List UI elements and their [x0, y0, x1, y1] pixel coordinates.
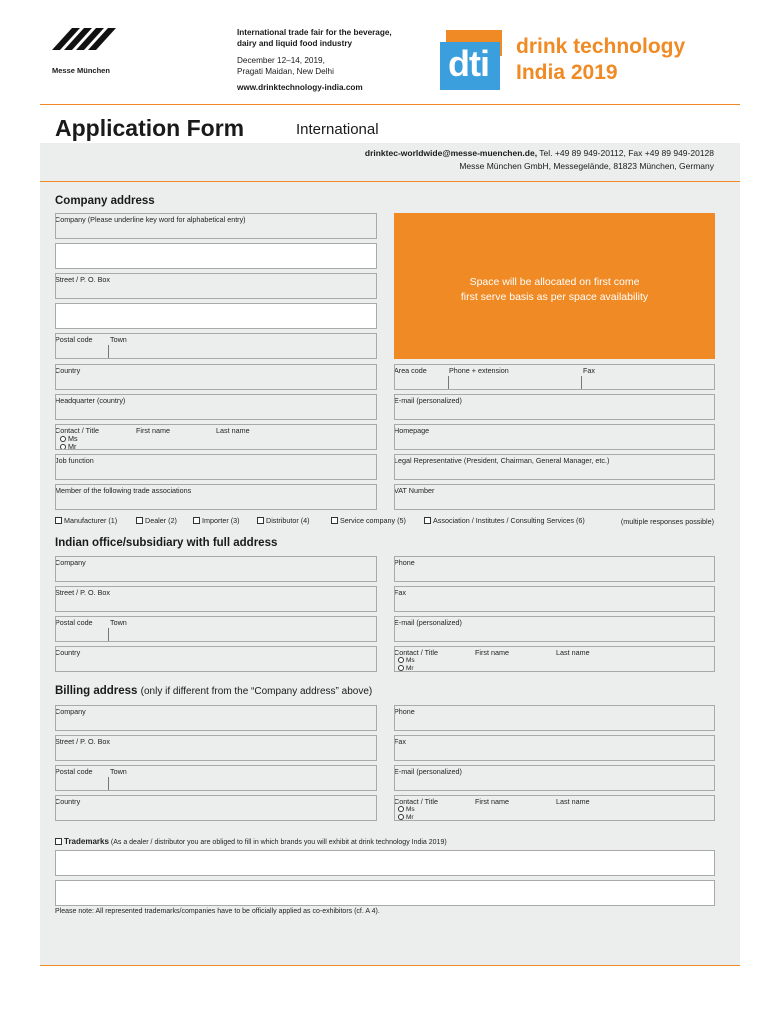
manufacturer-checkbox[interactable]: [55, 517, 62, 524]
trademarks-row[interactable]: [55, 837, 447, 847]
form-title: Application Form: [55, 115, 245, 141]
billing-company-field[interactable]: [55, 705, 377, 731]
space-notice-line2: first serve basis as per space availability: [460, 291, 649, 303]
billing-contact-label: Contact / Title: [394, 797, 438, 806]
area-code-label: Area code: [394, 366, 427, 375]
indian-fax-field[interactable]: [394, 586, 715, 612]
contact-email[interactable]: drinktec-worldwide@messe-muenchen.de,: [364, 148, 538, 158]
organizer-address: Messe München GmbH, Messegelände, 81823 München, Germany: [459, 161, 714, 171]
ms-label: Ms: [68, 434, 78, 443]
indian-postal-town-field[interactable]: [55, 616, 377, 642]
job-function-field[interactable]: [55, 454, 377, 480]
indian-country-field[interactable]: [55, 646, 377, 672]
billing-country-field[interactable]: [55, 795, 377, 821]
billing-street-field[interactable]: [55, 735, 377, 761]
indian-mr-label: Mr: [406, 665, 414, 672]
billing-ms-label: Ms: [406, 806, 415, 813]
trade-association-field[interactable]: [55, 484, 377, 510]
multiple-responses-note: (multiple responses possible): [620, 517, 714, 526]
billing-email-label: E-mail (personalized): [394, 767, 462, 776]
importer-label: Importer (3): [202, 516, 240, 525]
trademarks-label: Trademarks: [64, 837, 109, 846]
billing-company-label: Company: [55, 707, 86, 716]
billing-phone-field[interactable]: [394, 705, 715, 731]
country-label: Country: [55, 366, 81, 375]
indian-company-field[interactable]: [55, 556, 377, 582]
manufacturer-label: Manufacturer (1): [64, 516, 118, 525]
trademarks-note: (As a dealer / distributor you are obliged to fill in which brands you will exhibit at drink technology India 2019): [110, 839, 447, 846]
contact-title-label: Contact / Title: [55, 426, 99, 435]
company-name-field-2[interactable]: [55, 243, 377, 269]
street-field-2[interactable]: [55, 303, 377, 329]
dealer-label: Dealer (2): [145, 516, 177, 525]
trademarks-checkbox[interactable]: [55, 838, 62, 845]
indian-street-field[interactable]: [55, 586, 377, 612]
association-checkbox[interactable]: [424, 517, 431, 524]
billing-town-label: Town: [110, 767, 127, 776]
distributor-label: Distributor (4): [266, 516, 310, 525]
fair-description-1: International trade fair for the beverage,: [237, 28, 392, 37]
type-dealer[interactable]: [136, 516, 177, 525]
indian-company-label: Company: [55, 558, 86, 567]
space-notice-line1: Space will be allocated on first come: [469, 276, 640, 288]
billing-heading-text: Billing address: [55, 685, 138, 697]
billing-fax-field[interactable]: [394, 735, 715, 761]
indian-last-name-label: Last name: [556, 648, 590, 657]
association-label: Association / Institutes / Consulting Services (6): [433, 516, 585, 525]
email-label: E-mail (personalized): [394, 396, 462, 405]
indian-street-label: Street / P. O. Box: [55, 588, 110, 597]
distributor-checkbox[interactable]: [257, 517, 264, 524]
last-name-label: Last name: [216, 426, 250, 435]
dti-logo-text: dti: [448, 43, 489, 84]
first-name-label: First name: [136, 426, 170, 435]
footer-divider: [40, 965, 740, 966]
phone-fax-field[interactable]: [394, 364, 715, 390]
messe-muenchen-logo: [50, 24, 116, 64]
fair-description-2: dairy and liquid food industry: [237, 39, 353, 48]
postal-town-field[interactable]: [55, 333, 377, 359]
type-distributor[interactable]: [257, 516, 310, 525]
town-label: Town: [110, 335, 127, 344]
indian-phone-label: Phone: [394, 558, 415, 567]
job-function-label: Job function: [55, 456, 94, 465]
billing-postal-separator: [108, 777, 109, 790]
mr-label: Mr: [68, 442, 77, 451]
dealer-checkbox[interactable]: [136, 517, 143, 524]
legal-representative-field[interactable]: [394, 454, 715, 480]
trade-association-label: Member of the following trade associations: [55, 486, 192, 495]
billing-phone-label: Phone: [394, 707, 415, 716]
event-name-line1: drink technology: [516, 35, 686, 58]
phone-separator-1: [448, 376, 449, 389]
company-label: Company (Please underline key word for alphabetical entry): [55, 215, 246, 224]
postal-code-label: Postal code: [55, 335, 93, 344]
header-divider: [40, 104, 740, 105]
billing-fax-label: Fax: [394, 737, 406, 746]
postal-town-separator: [108, 345, 109, 358]
billing-country-label: Country: [55, 797, 81, 806]
importer-checkbox[interactable]: [193, 517, 200, 524]
fair-website[interactable]: www.drinktechnology-india.com: [237, 83, 363, 92]
billing-postal-label: Postal code: [55, 767, 93, 776]
form-subtitle: International: [296, 121, 379, 138]
indian-postal-label: Postal code: [55, 618, 93, 627]
billing-address-heading: [55, 685, 372, 697]
vat-number-label: VAT Number: [394, 486, 435, 495]
homepage-field[interactable]: [394, 424, 715, 450]
indian-ms-label: Ms: [406, 657, 415, 664]
dti-logo: [440, 30, 510, 92]
trademarks-field-2[interactable]: [55, 880, 715, 906]
indian-postal-separator: [108, 628, 109, 641]
indian-country-label: Country: [55, 648, 81, 657]
indian-town-label: Town: [110, 618, 127, 627]
billing-postal-town-field[interactable]: [55, 765, 377, 791]
company-address-heading: Company address: [55, 195, 155, 207]
contact-line: [365, 148, 714, 158]
phone-extension-label: Phone + extension: [449, 366, 509, 375]
billing-mr-label: Mr: [406, 814, 414, 821]
indian-email-field[interactable]: [394, 616, 715, 642]
country-field[interactable]: [55, 364, 377, 390]
type-manufacturer[interactable]: [55, 516, 117, 525]
contact-phone-fax: Tel. +49 89 949-20112, Fax +49 89 949-20128: [539, 148, 714, 158]
billing-email-field[interactable]: [394, 765, 715, 791]
indian-email-label: E-mail (personalized): [394, 618, 462, 627]
fair-venue: Pragati Maidan, New Delhi: [237, 67, 334, 76]
type-importer[interactable]: [193, 516, 240, 525]
title-divider: [40, 181, 740, 182]
vat-number-field[interactable]: [394, 484, 715, 510]
headquarter-label: Headquarter (country): [55, 396, 126, 405]
type-service-company[interactable]: [331, 516, 406, 525]
service-company-checkbox[interactable]: [331, 517, 338, 524]
street-field-1[interactable]: [55, 273, 377, 299]
phone-separator-2: [581, 376, 582, 389]
messe-logo-icon: [50, 24, 116, 64]
brand-name: Messe München: [52, 66, 110, 75]
billing-street-label: Street / P. O. Box: [55, 737, 110, 746]
billing-heading-note: (only if different from the “Company address” above): [140, 686, 373, 697]
indian-first-name-label: First name: [475, 648, 509, 657]
street-label: Street / P. O. Box: [55, 275, 110, 284]
type-association[interactable]: [424, 516, 585, 525]
fax-label: Fax: [583, 366, 595, 375]
legal-representative-label: Legal Representative (President, Chairman, General Manager, etc.): [394, 456, 610, 465]
fair-date: December 12–14, 2019,: [237, 56, 325, 65]
indian-office-heading: Indian office/subsidiary with full address: [55, 537, 278, 549]
indian-phone-field[interactable]: [394, 556, 715, 582]
indian-fax-label: Fax: [394, 588, 406, 597]
service-company-label: Service company (5): [340, 516, 406, 525]
company-name-field-1[interactable]: [55, 213, 377, 239]
email-field[interactable]: [394, 394, 715, 420]
indian-contact-label: Contact / Title: [394, 648, 438, 657]
indian-contact-field[interactable]: [394, 646, 715, 672]
contact-field[interactable]: [55, 424, 377, 450]
event-name-line2: India 2019: [516, 61, 618, 84]
billing-last-name-label: Last name: [556, 797, 590, 806]
billing-first-name-label: First name: [475, 797, 509, 806]
homepage-label: Homepage: [394, 426, 430, 435]
trademarks-footer-note: Please note: All represented trademarks/companies have to be officially applied as co-exhibitors (cf. A 4).: [55, 908, 380, 915]
trademarks-field-1[interactable]: [55, 850, 715, 876]
billing-contact-field[interactable]: [394, 795, 715, 821]
headquarter-field[interactable]: [55, 394, 377, 420]
